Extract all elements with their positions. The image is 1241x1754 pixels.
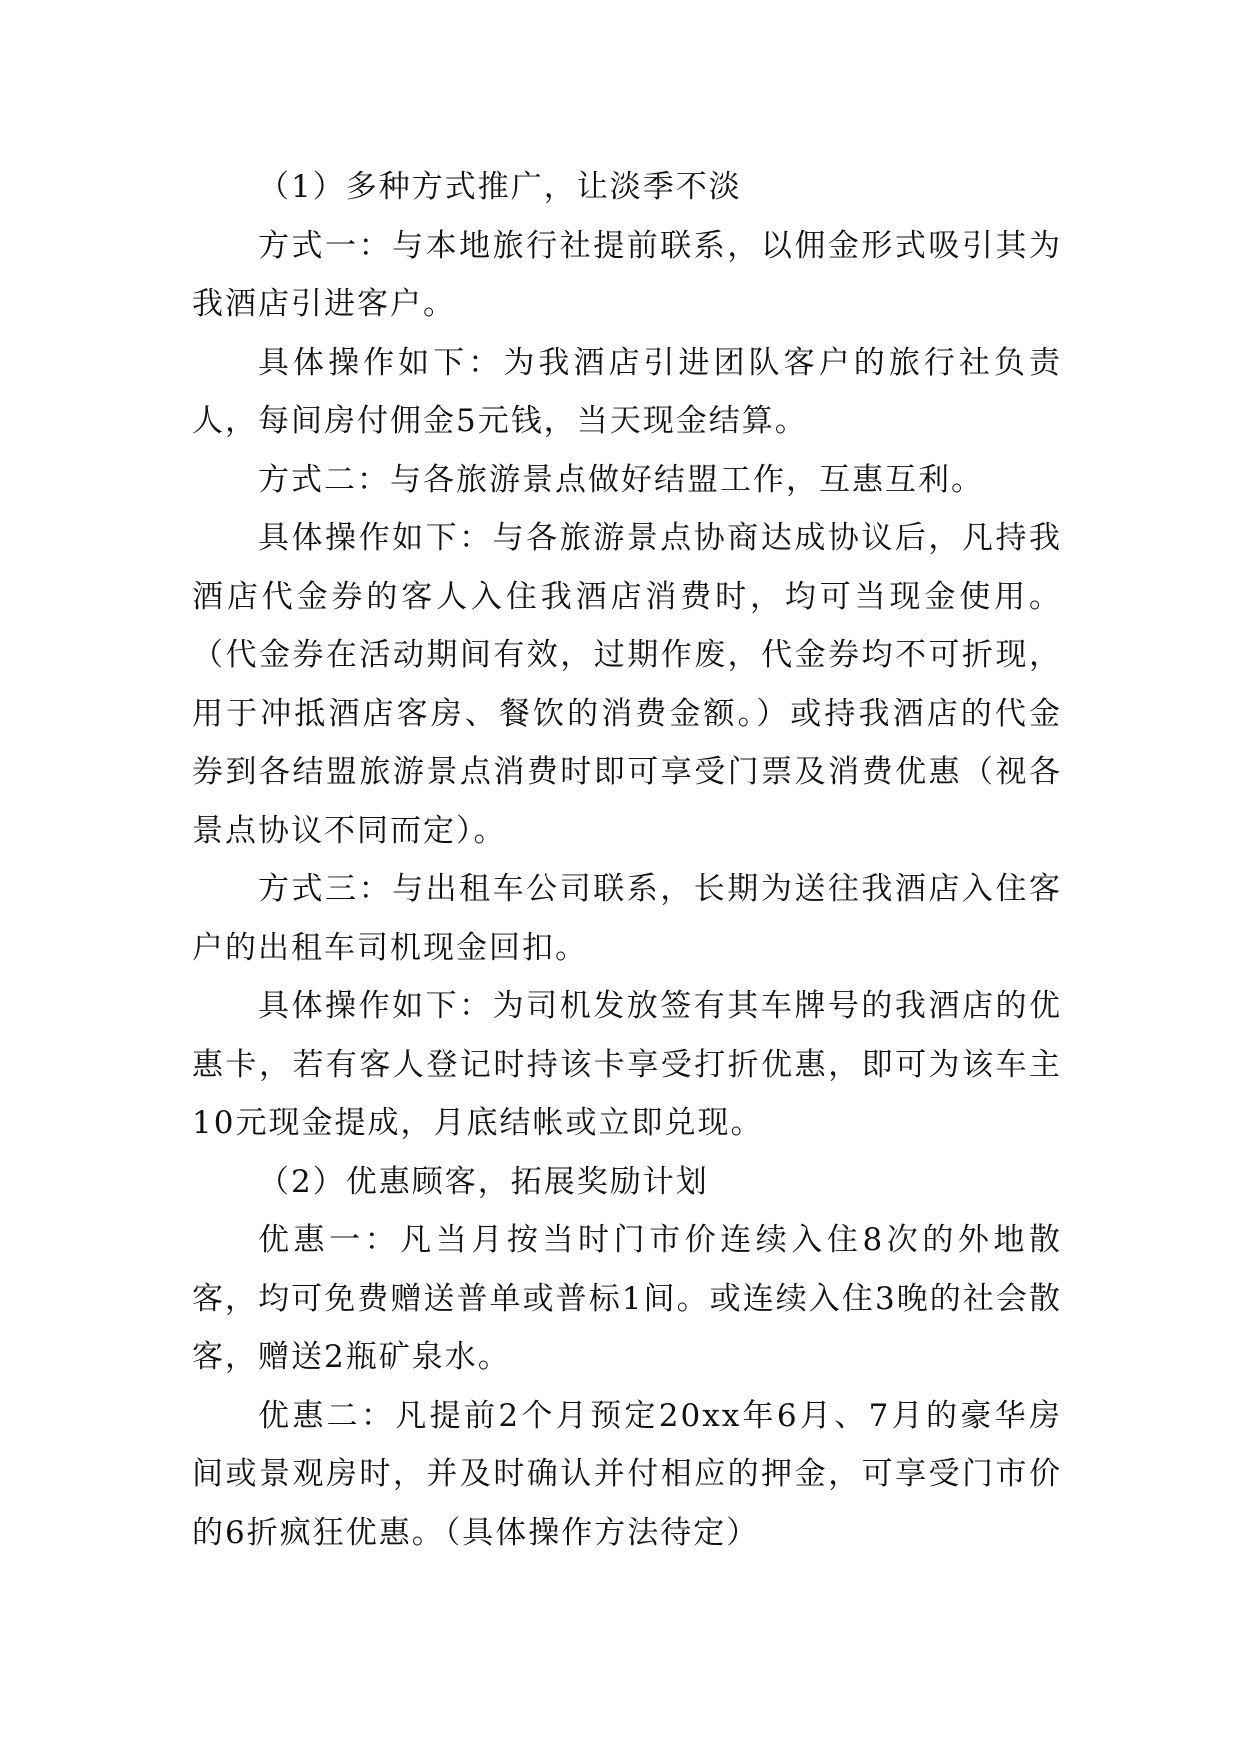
paragraph-method-2: 方式二：与各旅游景点做好结盟工作，互惠互利。 (258, 461, 984, 498)
paragraph-method-1-detail: 具体操作如下：为我酒店引进团队客户的旅行社负责人，每间房付佣金5元钱，当天现金结算。 (192, 344, 1062, 439)
section-heading-2: （2）优惠顾客，拓展奖励计划 (258, 1163, 709, 1200)
paragraph-offer-2: 优惠二：凡提前2个月预定20xx年6月、7月的豪华房间或景观房时，并及时确认并付相应的押金，可享受门市价的6折疯狂优惠。（具体操作方法待定） (192, 1397, 1062, 1551)
document-body (192, 158, 1062, 1562)
paragraph-method-3-detail: 具体操作如下：为司机发放签有其车牌号的我酒店的优惠卡，若有客人登记时持该卡享受打折优惠，即可为该车主10元现金提成，月底结帐或立即兑现。 (192, 988, 1062, 1141)
section-heading-1: （1）多种方式推广，让淡季不淡 (258, 169, 742, 205)
paragraph-method-2-detail: 具体操作如下：与各旅游景点协商达成协议后，凡持我酒店代金券的客人入住我酒店消费时，均可当现金使用。（代金券在活动期间有效，过期作废，代金券均不可折现，用于冲抵酒店客房、餐饮的消费金额。）或持我酒店的代金券到各结盟旅游景点消费时即可享受门票及消费优惠（视各景点协议不同而定）。 (192, 520, 1062, 849)
paragraph-offer-1: 优惠一：凡当月按当时门市价连续入住8次的外地散客，均可免费赠送普单或普标1间。或连续入住3晚的社会散客，赠送2瓶矿泉水。 (192, 1222, 1062, 1375)
paragraph-method-3: 方式三：与出租车公司联系，长期为送往我酒店入住客户的出租车司机现金回扣。 (192, 871, 1062, 966)
paragraph-method-1: 方式一：与本地旅行社提前联系，以佣金形式吸引其为我酒店引进客户。 (192, 227, 1062, 322)
